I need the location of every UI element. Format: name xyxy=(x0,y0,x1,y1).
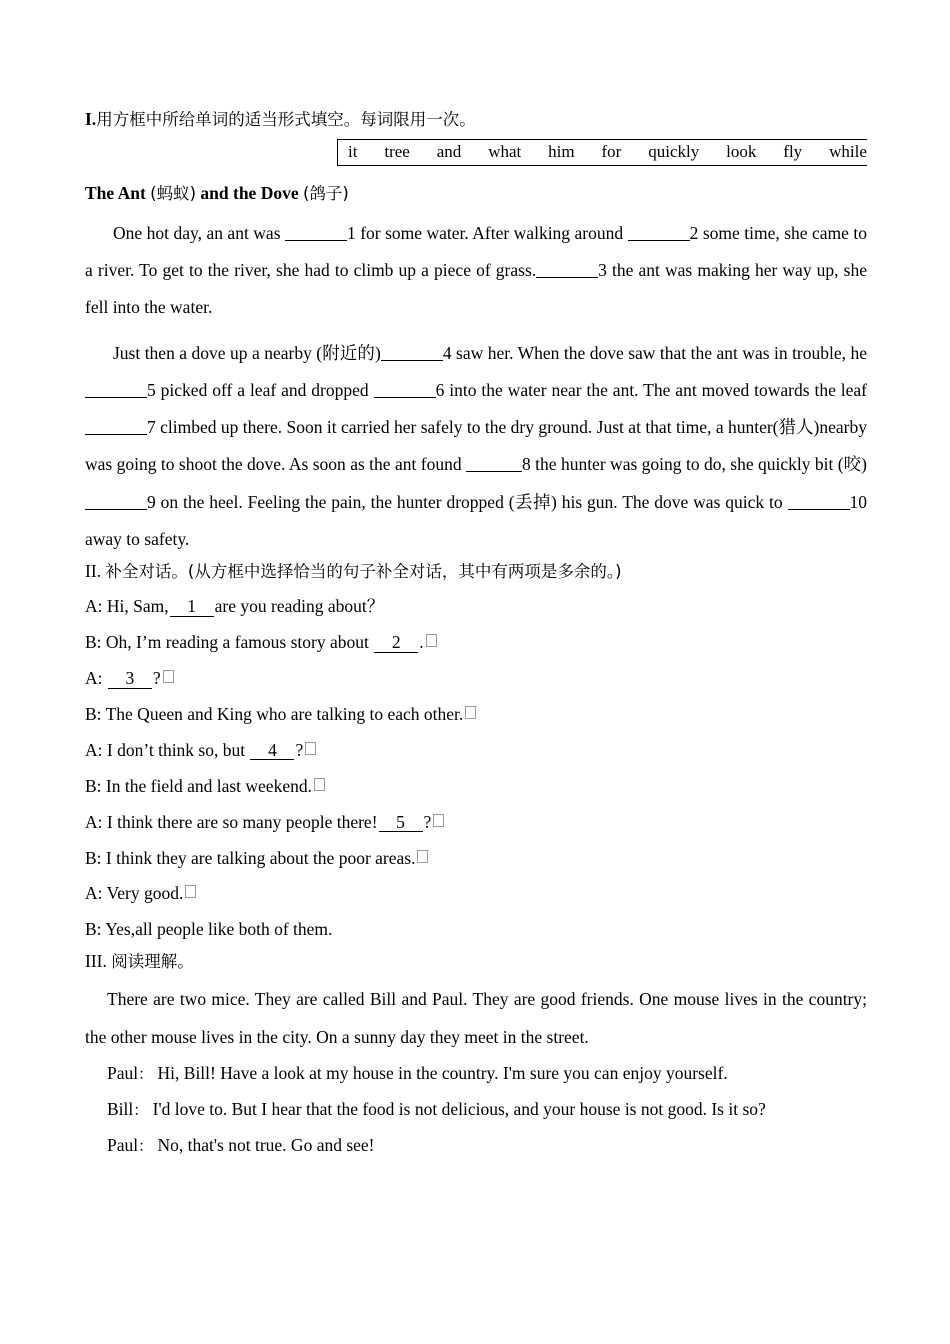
cloze-blank-number: 1 xyxy=(346,222,356,243)
dialogue-line xyxy=(85,769,867,805)
dialogue-speaker: A: xyxy=(85,596,107,617)
passage-dialogue-text: No, that's not true. Go and see! xyxy=(153,1134,375,1155)
cloze-text: some time, she came to a river. To get to the river, she had to climb up a piece of grass. xyxy=(85,222,867,281)
cloze-blank-number: 7 xyxy=(147,417,156,438)
dialogue-speaker: A: xyxy=(85,883,107,904)
dialogue-text: ? xyxy=(295,739,304,760)
dialogue-text: In the field and last weekend. xyxy=(105,775,312,796)
cloze-blank-8[interactable] xyxy=(466,455,522,473)
dialogue-line xyxy=(85,912,867,948)
section-two-roman: II. xyxy=(85,561,102,582)
word-bank-item: while xyxy=(829,142,867,162)
dialogue-blank-1[interactable]: 1 xyxy=(170,597,214,616)
word-bank-wrapper xyxy=(85,139,867,166)
missing-glyph-box-icon xyxy=(305,742,316,755)
dialogue-list-section-two xyxy=(85,589,867,948)
story-title-en-1: The Ant xyxy=(85,183,146,204)
cloze-text: away to safety. xyxy=(85,529,190,549)
cloze-text: One hot day, an ant was xyxy=(113,222,285,243)
cloze-text: picked off a leaf and dropped xyxy=(155,379,374,400)
dialogue-text: Hi, Sam, xyxy=(106,596,169,617)
cloze-text: saw her. When the dove saw that the ant was in trouble, he xyxy=(451,342,867,363)
section-one-instruction: 用方框中所给单词的适当形式填空。每词限用一次。 xyxy=(96,110,476,129)
dialogue-text: are you reading about？ xyxy=(214,596,385,617)
missing-glyph-box-icon xyxy=(465,706,476,719)
fullwidth-colon: ： xyxy=(133,1100,149,1119)
fullwidth-colon: ： xyxy=(138,1064,154,1083)
dialogue-line xyxy=(85,697,867,733)
dialogue-line xyxy=(85,876,867,912)
missing-glyph-box-icon xyxy=(426,634,437,647)
word-bank-item: what xyxy=(488,142,522,162)
dialogue-speaker: A: xyxy=(85,811,107,832)
dialogue-text: Yes,all people like both of them. xyxy=(105,919,333,940)
cloze-blank-number: 8 xyxy=(522,454,531,475)
dialogue-speaker: B: xyxy=(85,704,106,725)
cloze-blank-7[interactable] xyxy=(85,418,147,436)
dialogue-text: The Queen and King who are talking to each other. xyxy=(105,704,464,725)
dialogue-blank-5[interactable]: 5 xyxy=(379,813,423,832)
cloze-text: for some water. After walking around xyxy=(355,222,628,243)
story-title-en-2: and the Dove xyxy=(200,183,299,204)
passage-dialogue-line xyxy=(85,1056,867,1092)
passage-dialogue-text: Hi, Bill! Have a look at my house in the country. I'm sure you can enjoy yourself. xyxy=(153,1062,728,1083)
cloze-blank-2[interactable] xyxy=(628,223,690,241)
dialogue-line xyxy=(85,805,867,841)
dialogue-text: ? xyxy=(152,668,161,689)
missing-glyph-box-icon xyxy=(163,670,174,683)
cloze-text: into the water near the ant. The ant moved towards the leaf xyxy=(444,379,868,400)
cloze-blank-3[interactable] xyxy=(536,261,598,279)
cloze-blank-number: 4 xyxy=(442,342,452,363)
passage-dialogue-text: I'd love to. But I hear that the food is not delicious, and your house is not good. Is it so? xyxy=(148,1098,766,1119)
section-three-heading xyxy=(85,948,867,975)
dialogue-text: Very good. xyxy=(106,883,184,904)
dialogue-blank-4[interactable]: 4 xyxy=(250,741,294,760)
dialogue-text: Oh, I’m reading a famous story about xyxy=(105,632,374,653)
word-bank-item: him xyxy=(548,142,575,162)
dialogue-line xyxy=(85,661,867,697)
cloze-blank-number: 10 xyxy=(849,491,867,512)
passage-dialogue-line xyxy=(85,1092,867,1128)
cloze-blank-4[interactable] xyxy=(381,343,443,361)
word-bank-item: it xyxy=(348,142,358,162)
dialogue-text: I think they are talking about the poor areas. xyxy=(105,847,416,868)
cloze-text: climbed up there. Soon it carried her safely to the dry ground. Just at that time, a hunter(猎人)nearby was going to shoot the dove. As soon as the ant found xyxy=(85,417,867,475)
document-content xyxy=(85,106,867,1163)
cloze-text: on the heel. Feeling the pain, the hunter dropped (丢掉) his gun. The dove was quick to xyxy=(155,491,788,512)
missing-glyph-box-icon xyxy=(433,814,444,827)
section-one-roman: I. xyxy=(85,109,97,129)
word-bank-item: fly xyxy=(783,142,803,162)
passage-dialogue-line xyxy=(85,1128,867,1164)
dialogue-text: . xyxy=(419,632,424,653)
dialogue-speaker: B: xyxy=(85,919,106,940)
word-bank-item: quickly xyxy=(648,142,700,162)
cloze-blank-10[interactable] xyxy=(788,492,850,510)
dialogue-line xyxy=(85,841,867,877)
story-title-cn-1: (蚂蚁) xyxy=(150,184,197,204)
dialogue-speaker: A: xyxy=(85,668,107,689)
reading-passage: There are two mice. They are called Bill and Paul. They are good friends. One mouse lives in the country; the other mouse lives in the city. On a sunny day they meet in the street. xyxy=(85,989,867,1047)
passage-dialogue-speaker: Paul xyxy=(107,1134,139,1155)
cloze-blank-9[interactable] xyxy=(85,492,147,510)
dialogue-text: I think there are so many people there! xyxy=(106,811,378,832)
dialogue-list-section-three xyxy=(85,1056,867,1164)
cloze-blank-number: 2 xyxy=(689,222,699,243)
cloze-paragraph-1 xyxy=(85,215,867,327)
word-bank-item: for xyxy=(601,142,622,162)
missing-glyph-box-icon xyxy=(185,885,196,898)
word-bank xyxy=(337,139,867,166)
section-one-heading xyxy=(85,106,867,133)
word-bank-item: look xyxy=(726,142,757,162)
dialogue-line xyxy=(85,589,867,625)
cloze-blank-1[interactable] xyxy=(285,223,347,241)
cloze-text: Just then a dove up a nearby (附近的) xyxy=(113,342,381,363)
dialogue-speaker: A: xyxy=(85,739,107,760)
missing-glyph-box-icon xyxy=(417,850,428,863)
dialogue-speaker: B: xyxy=(85,775,106,796)
dialogue-line xyxy=(85,733,867,769)
section-three-roman: III. xyxy=(85,951,107,972)
dialogue-line xyxy=(85,625,867,661)
fullwidth-colon: ： xyxy=(138,1136,154,1155)
word-bank-item: and xyxy=(436,142,462,162)
dialogue-speaker: B: xyxy=(85,847,106,868)
dialogue-blank-3[interactable]: 3 xyxy=(108,669,152,688)
cloze-text: the hunter was going to do, she quickly bit (咬) xyxy=(530,454,867,475)
cloze-paragraph-2 xyxy=(85,335,867,559)
dialogue-blank-2[interactable]: 2 xyxy=(374,633,418,652)
cloze-blank-number: 3 xyxy=(598,260,607,281)
dialogue-speaker: B: xyxy=(85,632,106,653)
story-title xyxy=(85,180,867,207)
passage-dialogue-speaker: Paul xyxy=(107,1062,139,1083)
section-two-instruction: 补全对话。(从方框中选择恰当的句子补全对话，其中有两项是多余的。) xyxy=(105,562,622,582)
missing-glyph-box-icon xyxy=(314,778,325,791)
dialogue-text: ? xyxy=(423,811,432,832)
section-two-heading xyxy=(85,558,867,585)
cloze-text: the ant was making her way up, she fell into the water. xyxy=(85,260,868,318)
section-three-instruction: 阅读理解。 xyxy=(111,952,194,972)
cloze-blank-6[interactable] xyxy=(374,380,436,398)
cloze-blank-number: 6 xyxy=(435,379,445,400)
story-title-cn-2: (鸽子) xyxy=(302,184,349,204)
cloze-blank-5[interactable] xyxy=(85,380,147,398)
cloze-blank-number: 5 xyxy=(147,379,156,400)
word-bank-item: tree xyxy=(384,142,410,162)
cloze-blank-number: 9 xyxy=(147,491,156,512)
dialogue-text: I don’t think so, but xyxy=(106,739,250,760)
passage-dialogue-speaker: Bill xyxy=(107,1098,134,1119)
